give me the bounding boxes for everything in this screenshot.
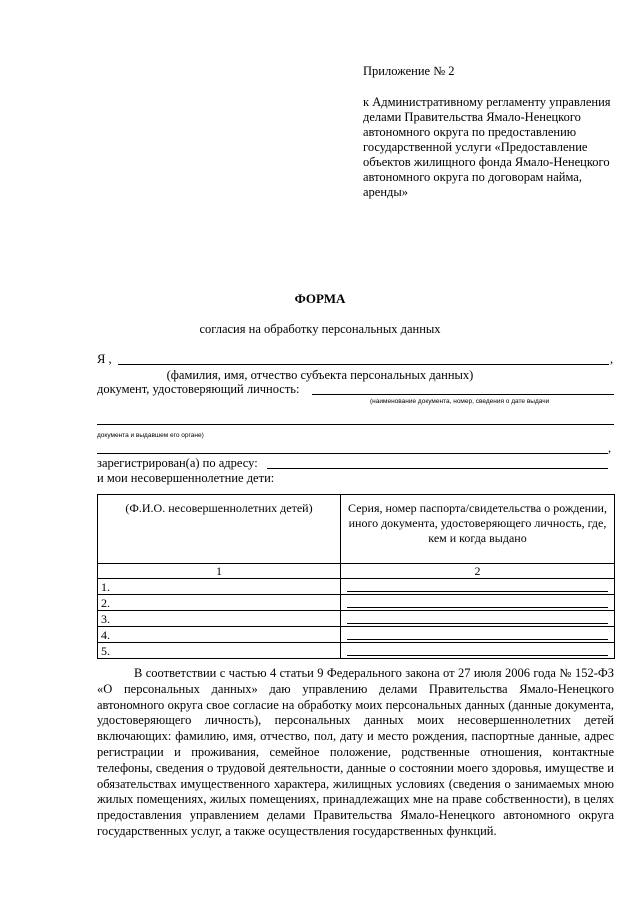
table-header-row: [98, 495, 615, 564]
row-number: 1.: [101, 580, 110, 594]
cell-underline: [347, 639, 608, 640]
row-number-cell[interactable]: [98, 595, 341, 611]
cell-underline: [347, 623, 608, 624]
child-document-cell[interactable]: [341, 643, 615, 659]
form-title: ФОРМА: [294, 291, 346, 306]
registration-field[interactable]: [267, 468, 608, 469]
document-field[interactable]: [312, 394, 614, 395]
document-hint-2: документа и выдавшем его органе): [97, 432, 204, 439]
table-row: [98, 643, 615, 659]
child-document-cell[interactable]: [341, 611, 615, 627]
table-row: [98, 579, 615, 595]
header-child-name: (Ф.И.О. несовершеннолетних детей): [98, 495, 341, 564]
child-document-cell[interactable]: [341, 595, 615, 611]
row-number-cell[interactable]: [98, 579, 341, 595]
row-number: 4.: [101, 628, 110, 642]
appendix-text: к Административному регламенту управления делами Правительства Ямало-Ненецкого автономного округа по предоставлению государственной услуги «Предоставление объектов жилищного фонда Ямало-Ненецкого автономного округа по договорам найма, аренды»: [363, 95, 611, 199]
table-number-row: [98, 564, 615, 579]
cell-underline: [347, 655, 608, 656]
form-subtitle: согласия на обработку персональных данных: [199, 322, 441, 336]
cell-underline: [347, 591, 608, 592]
children-table: [97, 494, 615, 659]
row-number-cell[interactable]: [98, 611, 341, 627]
header-document: Серия, номер паспорта/свидетельства о рождении, иного документа, удостоверяющего личность, где, кем и когда выдано: [341, 495, 615, 564]
row-number: 2.: [101, 596, 110, 610]
document-hint: (наименование документа, номер, сведения о дате выдачи: [370, 398, 550, 405]
row-number-cell[interactable]: [98, 627, 341, 643]
appendix-number: Приложение № 2: [363, 64, 455, 78]
document-field-line-3[interactable]: [97, 453, 608, 454]
row-number: 3.: [101, 612, 110, 626]
document-comma: ,: [608, 441, 612, 455]
name-comma: ,: [610, 352, 614, 366]
appendix-block: [363, 64, 613, 200]
kids-label: и мои несовершеннолетние дети:: [97, 471, 275, 485]
document-label: документ, удостоверяющий личность:: [97, 382, 300, 396]
child-document-cell[interactable]: [341, 579, 615, 595]
document-field-line-2[interactable]: [97, 424, 614, 425]
i-label: Я ,: [97, 352, 112, 366]
table-row: [98, 627, 615, 643]
column-number-1: 1: [98, 564, 341, 579]
column-number-2: 2: [341, 564, 615, 579]
table-row: [98, 595, 615, 611]
row-number-cell[interactable]: [98, 643, 341, 659]
cell-underline: [347, 607, 608, 608]
full-name-field[interactable]: [118, 364, 609, 365]
registration-label: зарегистрирован(а) по адресу:: [97, 456, 258, 470]
consent-paragraph: В соответствии с частью 4 статьи 9 Федерального закона от 27 июля 2006 года № 152-ФЗ «О персональных данных» даю управлению делами Правительства Ямало-Ненецкого автономного округа свое согласие на обработку моих персональных данных (данные документа, удостоверяющего личность), персональных данных моих несовершеннолетних детей включающих: фамилию, имя, отчество, пол, дату и место рождения, паспортные данные, адрес регистрации и проживания, семейное положение, родственные отношения, контактные телефоны, сведения о трудовой деятельности, данные о состоянии моего здоровья, имуществе и обязательствах имущественного характера, жилищных условиях (сведения о занимаемых мною жилых помещениях, жилых помещениях, принадлежащих мне на праве собственности), в целях предоставления управлением делами Правительства Ямало-Ненецкого автономного округа государственных услуг, а также осуществления государственных функций.: [97, 666, 614, 838]
child-document-cell[interactable]: [341, 627, 615, 643]
table-row: [98, 611, 615, 627]
row-number: 5.: [101, 644, 110, 658]
name-hint: (фамилия, имя, отчество субъекта персональных данных): [166, 368, 474, 382]
